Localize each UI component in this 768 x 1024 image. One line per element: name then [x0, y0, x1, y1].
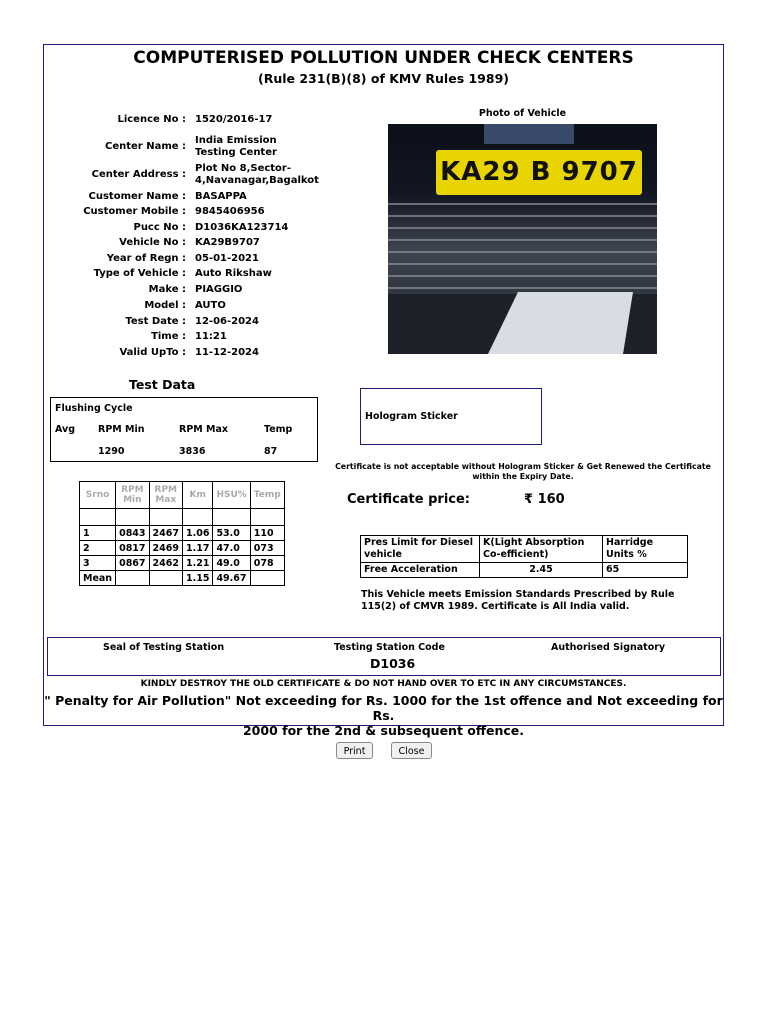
hsu-cell: Mean	[80, 571, 116, 586]
hsu-cell: 073	[250, 541, 284, 556]
detail-label: Vehicle No :	[119, 237, 186, 248]
detail-value: PIAGGIO	[195, 284, 243, 295]
detail-label: Customer Name :	[88, 191, 186, 202]
hsu-cell: 1	[80, 526, 116, 541]
destroy-note: KINDLY DESTROY THE OLD CERTIFICATE & DO NOT HAND OVER TO ETC IN ANY CIRCUMSTANCES.	[140, 679, 627, 689]
hsu-cell	[149, 509, 182, 526]
detail-value: 9845406956	[195, 206, 265, 217]
hsu-cell: 49.0	[213, 556, 250, 571]
hsu-cell	[116, 571, 149, 586]
detail-value: AUTO	[195, 300, 226, 311]
hsu-cell: 1.17	[182, 541, 212, 556]
hsu-cell: 0867	[116, 556, 149, 571]
pres-cell: Harridge Units %	[603, 536, 688, 563]
detail-value: Plot No 8,Sector- 4,Navanagar,Bagalkot	[195, 163, 319, 186]
hsu-table-row	[80, 509, 285, 526]
detail-value: 11-12-2024	[195, 347, 259, 358]
flushing-header-temp: Temp	[264, 424, 293, 435]
detail-value: 11:21	[195, 331, 227, 342]
hsu-cell	[149, 571, 182, 586]
pres-cell: Free Acceleration	[361, 563, 480, 578]
detail-value: 12-06-2024	[195, 316, 259, 327]
hsu-cell: 2467	[149, 526, 182, 541]
detail-label: Type of Vehicle :	[93, 268, 186, 279]
hsu-cell: 110	[250, 526, 284, 541]
certificate-price-label: Certificate price:	[347, 492, 471, 507]
hsu-cell: 47.0	[213, 541, 250, 556]
hsu-cell: 2462	[149, 556, 182, 571]
detail-value: KA29B9707	[195, 237, 260, 248]
flushing-rpm-min-value: 1290	[98, 446, 125, 457]
testing-station-code: D1036	[370, 656, 416, 671]
hologram-note: Certificate is not acceptable without Hologram Sticker & Get Renewed the Certificate within the Expiry Date.	[335, 462, 711, 481]
pres-limit-table	[360, 535, 688, 578]
detail-label: Year of Regn :	[106, 253, 186, 264]
detail-value: 1520/2016-17	[195, 114, 273, 125]
photo-label: Photo of Vehicle	[478, 108, 567, 119]
hsu-cell: 0817	[116, 541, 149, 556]
flushing-cycle-title: Flushing Cycle	[55, 403, 133, 414]
certificate-price-value: ₹ 160	[524, 492, 565, 507]
flushing-header-avg: Avg	[55, 424, 76, 435]
hsu-header-cell: Temp	[250, 482, 284, 509]
detail-value: D1036KA123714	[195, 222, 289, 233]
detail-label: Test Date :	[125, 316, 186, 327]
detail-label: Center Name :	[104, 141, 186, 152]
hsu-cell: 2	[80, 541, 116, 556]
detail-label: Model :	[144, 300, 186, 311]
print-button[interactable]: Print	[336, 742, 373, 759]
hsu-cell: 1.15	[182, 571, 212, 586]
detail-label: Time :	[151, 331, 186, 342]
hsu-table-row	[80, 556, 285, 571]
hsu-header-cell: HSU%	[213, 482, 250, 509]
hsu-table-row	[80, 571, 285, 586]
detail-value: Auto Rikshaw	[195, 268, 272, 279]
pres-cell: 2.45	[480, 563, 603, 578]
certificate-subtitle: (Rule 231(B)(8) of KMV Rules 1989)	[258, 71, 509, 86]
hsu-cell: 1.21	[182, 556, 212, 571]
hsu-table	[79, 481, 285, 586]
hsu-cell	[213, 509, 250, 526]
hsu-cell	[80, 509, 116, 526]
vehicle-photo	[388, 124, 657, 354]
hsu-cell: 1.06	[182, 526, 212, 541]
hologram-sticker-label: Hologram Sticker	[365, 411, 458, 422]
hsu-cell: 3	[80, 556, 116, 571]
hsu-cell: 078	[250, 556, 284, 571]
pres-table-row	[361, 536, 688, 563]
hsu-header-cell: RPM Min	[116, 482, 149, 509]
hsu-table-row	[80, 526, 285, 541]
pres-table-row	[361, 563, 688, 578]
hsu-header-cell: Srno	[80, 482, 116, 509]
certificate-title: COMPUTERISED POLLUTION UNDER CHECK CENTERS	[133, 48, 634, 68]
detail-value: India Emission Testing Center	[195, 135, 277, 158]
hsu-cell: 49.67	[213, 571, 250, 586]
close-button[interactable]: Close	[391, 742, 432, 759]
detail-value: 05-01-2021	[195, 253, 259, 264]
pres-cell: 65	[603, 563, 688, 578]
hsu-cell	[116, 509, 149, 526]
testing-station-code-label: Testing Station Code	[334, 642, 445, 653]
detail-label: Customer Mobile :	[83, 206, 186, 217]
hsu-cell	[182, 509, 212, 526]
hsu-cell: 2469	[149, 541, 182, 556]
flushing-rpm-max-value: 3836	[179, 446, 206, 457]
hsu-cell	[250, 509, 284, 526]
detail-value: BASAPPA	[195, 191, 247, 202]
compliance-statement: This Vehicle meets Emission Standards Prescribed by Rule 115(2) of CMVR 1989. Certificate is All India valid.	[361, 589, 675, 612]
test-data-heading: Test Data	[129, 377, 196, 392]
hsu-cell: 53.0	[213, 526, 250, 541]
hsu-header-cell: Km	[182, 482, 212, 509]
hsu-header-cell: RPM Max	[149, 482, 182, 509]
pres-cell: K(Light Absorption Co-efficient)	[480, 536, 603, 563]
detail-label: Make :	[148, 284, 186, 295]
detail-label: Licence No :	[117, 114, 186, 125]
penalty-note: " Penalty for Air Pollution" Not exceeding for Rs. 1000 for the 1st offence and Not exceeding for Rs. 2000 for the 2nd & subsequent offence.	[44, 693, 723, 738]
flushing-temp-value: 87	[264, 446, 278, 457]
detail-label: Pucc No :	[133, 222, 186, 233]
flushing-header-rpm-max: RPM Max	[179, 424, 229, 435]
flushing-header-rpm-min: RPM Min	[98, 424, 145, 435]
hsu-table-row	[80, 541, 285, 556]
plate-text: KA29 B 9707	[440, 157, 638, 187]
hsu-cell	[250, 571, 284, 586]
seal-label: Seal of Testing Station	[103, 642, 225, 653]
detail-label: Center Address :	[91, 169, 186, 180]
hsu-cell: 0843	[116, 526, 149, 541]
authorised-signatory-label: Authorised Signatory	[551, 642, 666, 653]
pres-cell: Pres Limit for Diesel vehicle	[361, 536, 480, 563]
detail-label: Valid UpTo :	[119, 347, 186, 358]
